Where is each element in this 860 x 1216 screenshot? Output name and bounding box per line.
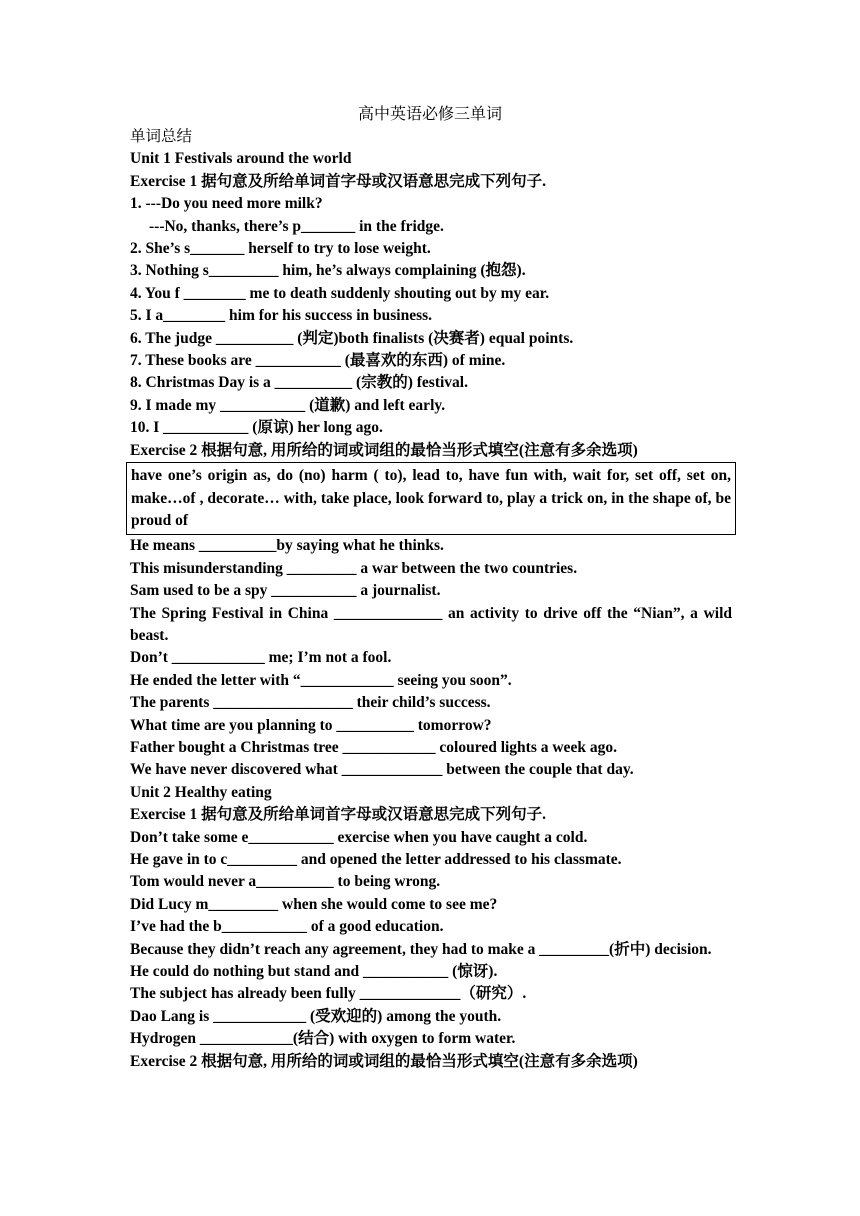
word-bank-box [126,462,736,535]
unit1-ex2-item: Don’t ____________ me; I’m not a fool. [130,649,392,667]
unit2-ex1-item: He gave in to c_________ and opened the letter addressed to his classmate. [130,851,622,868]
section-subtitle: 单词总结 [130,128,193,145]
unit1-ex1-item: 10. I ___________ (原谅) her long ago. [130,419,383,437]
unit2-ex1-item: The subject has already been fully _____________（研究）. [130,985,527,1003]
unit1-ex2-item: He means __________by saying what he thinks. [130,537,444,555]
unit1-ex1-item: 9. I made my ___________ (道歉) and left early. [130,396,446,414]
unit1-ex2-item: What time are you planning to __________ tomorrow? [130,716,492,734]
document-body [130,126,732,1073]
unit2-ex1-item: I’ve had the b___________ of a good education. [130,918,444,936]
unit2-ex1-item: Don’t take some e___________ exercise when you have caught a cold. [130,828,588,846]
unit1-ex2-title: Exercise 2 根据句意, 用所给的词或词组的最恰当形式填空(注意有多余选项) [130,441,638,459]
unit1-ex1-item: 5. I a________ him for his success in business. [130,307,433,325]
unit2-ex1-title: Exercise 1 据句意及所给单词首字母或汉语意思完成下列句子. [130,806,547,824]
unit1-ex1-item: 8. Christmas Day is a __________ (宗教的) festival. [130,374,468,392]
unit1-ex2-item: Sam used to be a spy ___________ a journalist. [130,582,441,600]
word-bank-text: have one’s origin as, do (no) harm ( to), lead to, have fun with, wait for, set off, set on, make…of , decorate… with, take place, look forward to, play a trick on, in the shape of, be proud of [131,467,731,529]
document-title: 高中英语必修三单词 [357,106,502,123]
unit1-ex1-item: 1. ---Do you need more milk? [130,195,323,213]
unit1-ex1-item: 2. She’s s_______ herself to try to lose weight. [130,240,431,258]
unit2-ex1-item: Did Lucy m_________ when she would come to see me? [130,895,498,913]
unit1-ex2-item: This misunderstanding _________ a war between the two countries. [130,559,578,577]
unit2-ex1-item: Dao Lang is ____________ (受欢迎的) among the youth. [130,1007,502,1025]
unit1-ex2-item: Father bought a Christmas tree ____________ coloured lights a week ago. [130,738,617,756]
unit1-ex1-item: 3. Nothing s_________ him, he’s always complaining (抱怨). [130,262,526,280]
unit1-ex1-item: 7. These books are ___________ (最喜欢的东西) of mine. [130,352,506,370]
unit2-heading: Unit 2 Healthy eating [130,783,272,801]
unit1-ex1-item: ---No, thanks, there’s p_______ in the fridge. [149,217,444,235]
unit2-ex1-item: He could do nothing but stand and ___________ (惊讶). [130,963,498,981]
unit1-ex2-item: We have never discovered what _____________ between the couple that day. [130,761,634,779]
unit1-ex1-item: 6. The judge __________ (判定)both finalists (决赛者) equal points. [130,329,574,347]
unit2-ex1-item: Hydrogen ____________(结合) with oxygen to form water. [130,1030,516,1048]
unit2-ex1-item: Because they didn’t reach any agreement, they had to make a _________(折中) decision. [130,940,712,958]
unit1-ex1-item: 4. You f ________ me to death suddenly shouting out by my ear. [130,284,550,302]
unit2-ex2-title: Exercise 2 根据句意, 用所给的词或词组的最恰当形式填空(注意有多余选项) [130,1052,638,1070]
unit2-ex1-item: Tom would never a__________ to being wrong. [130,873,441,891]
unit1-ex2-item: The Spring Festival in China ______________ an activity to drive off the “Nian”, a wild beast. [130,604,732,644]
unit1-ex2-item: The parents __________________ their child’s success. [130,694,491,712]
unit1-heading: Unit 1 Festivals around the world [130,150,352,168]
unit1-ex1-title: Exercise 1 据句意及所给单词首字母或汉语意思完成下列句子. [130,172,547,190]
unit1-ex2-item: He ended the letter with “____________ seeing you soon”. [130,671,512,689]
